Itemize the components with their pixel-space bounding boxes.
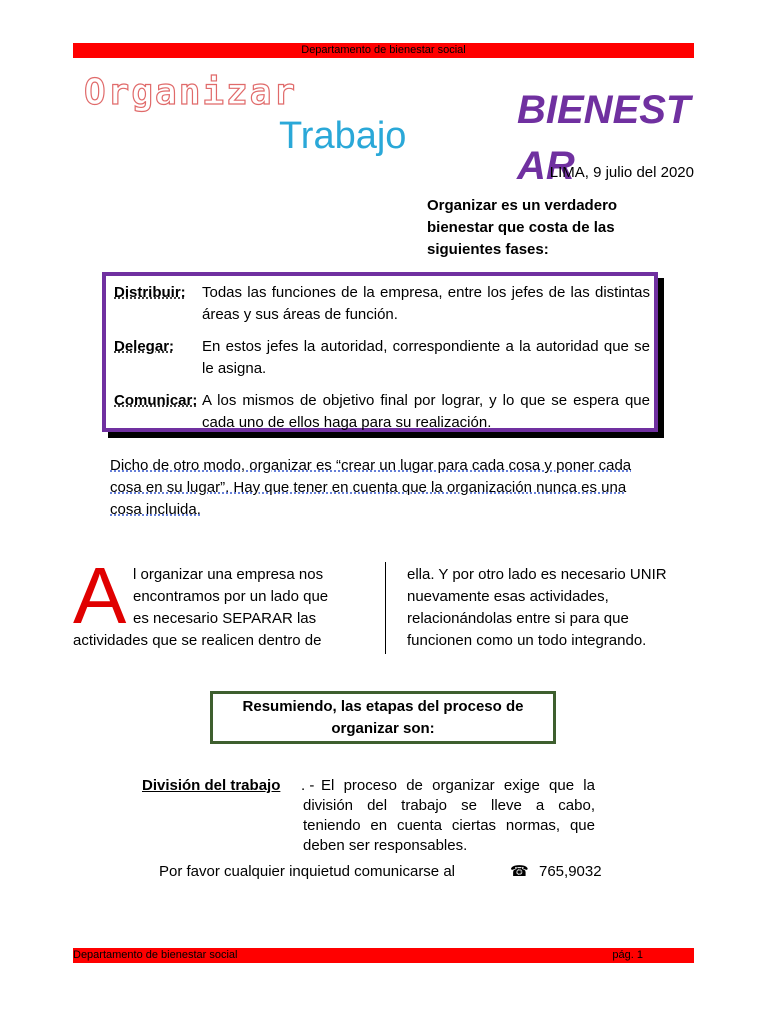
phases-box — [102, 272, 658, 432]
drop-cap: A — [73, 551, 127, 640]
division-text — [303, 776, 595, 856]
division-description: El proceso de organizar exige que la división del trabajo se lleve a cabo, teniendo en cuenta ciertas normas, que deben ser responsables. — [303, 777, 595, 854]
phase-term: Delegar: — [114, 338, 175, 355]
title-trabajo: Trabajo — [279, 115, 407, 157]
phase-delegar — [114, 336, 654, 380]
division-dash: . - — [301, 777, 315, 794]
phone-icon: ☎ — [510, 863, 529, 880]
column-left — [73, 564, 353, 652]
title-bienestar: BIENESTAR — [517, 88, 691, 188]
footer-text: Departamento de bienestar social — [73, 949, 238, 961]
phase-term: Comunicar: — [114, 392, 198, 409]
phase-comunicar — [114, 390, 654, 434]
phase-term: Distribuir: — [114, 284, 186, 301]
date-line: LIMA, 9 julio del 2020 — [549, 164, 694, 181]
summary-box: Resumiendo, las etapas del proceso de organizar son: — [210, 691, 556, 744]
header-bar — [73, 43, 694, 58]
intro-paragraph: Organizar es un verdadero bienestar que costa de las siguientes fases: — [427, 197, 618, 258]
header-text: Departamento de bienestar social — [301, 44, 466, 56]
column-line: l organizar una empresa nos — [133, 566, 324, 583]
column-line: es necesario SEPARAR las — [133, 610, 317, 627]
footer-bar — [73, 948, 694, 963]
contact-text: Por favor cualquier inquietud comunicarse al — [159, 863, 455, 880]
page-number: pág. 1 — [612, 949, 643, 961]
column-line: encontramos por un lado que — [133, 588, 329, 605]
dicho-paragraph: Dicho de otro modo, organizar es “crear un lugar para cada cosa y poner cada cosa en su lugar”. Hay que tener en cuenta que la organización nunca es una cosa incluida. — [110, 457, 632, 518]
column-line: actividades que se realicen dentro de — [73, 632, 322, 649]
column-right: ella. Y por otro lado es necesario UNIR nuevamente esas actividades, relacionándolas entre si para que funcionen como un todo integrando. — [407, 566, 667, 649]
column-divider — [385, 562, 386, 654]
phase-distribuir — [114, 282, 654, 326]
phase-text: En estos jefes la autoridad, correspondiente a la autoridad que se le asigna. — [202, 338, 650, 377]
phase-text: A los mismos de objetivo final por lograr, y lo que se espera que cada uno de ellos haga para su realización. — [202, 392, 650, 431]
phone-number: 765,9032 — [539, 863, 602, 880]
division-term: División del trabajo — [142, 777, 281, 794]
title-organizar: Organizar — [84, 72, 298, 113]
phase-text: Todas las funciones de la empresa, entre los jefes de las distintas áreas y sus áreas de función. — [202, 284, 650, 323]
